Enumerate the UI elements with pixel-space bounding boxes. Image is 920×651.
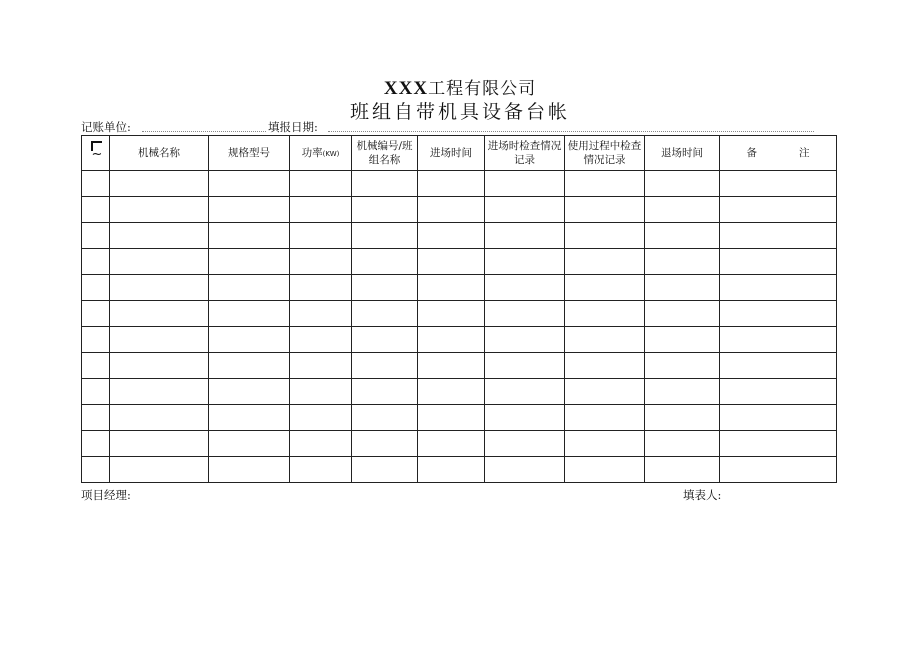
header-power-unit: (KW)	[322, 149, 340, 158]
table-cell[interactable]	[82, 431, 110, 457]
table-cell[interactable]	[418, 379, 485, 405]
table-cell[interactable]	[290, 301, 352, 327]
header-remark-part2: 注	[799, 147, 810, 159]
table-cell[interactable]	[565, 405, 645, 431]
table-cell[interactable]	[418, 197, 485, 223]
table-cell[interactable]	[209, 353, 290, 379]
table-cell[interactable]	[645, 379, 720, 405]
corner-mark-icon	[89, 141, 103, 161]
table-cell[interactable]	[209, 275, 290, 301]
table-cell[interactable]	[209, 327, 290, 353]
table-cell[interactable]	[352, 353, 418, 379]
table-row	[82, 275, 837, 301]
header-use-check	[565, 136, 645, 171]
header-entry-time: 进场时间	[418, 136, 485, 171]
table-row	[82, 171, 837, 197]
table-cell[interactable]	[645, 431, 720, 457]
table-cell[interactable]	[565, 327, 645, 353]
date-label: 填报日期:	[268, 120, 318, 134]
date-field-line[interactable]	[328, 131, 814, 132]
table-cell[interactable]	[565, 223, 645, 249]
header-machine-number-line1: 机械编号/班	[356, 140, 413, 152]
table-row	[82, 223, 837, 249]
table-cell[interactable]	[565, 431, 645, 457]
header-index	[82, 136, 110, 171]
table-cell[interactable]	[352, 431, 418, 457]
header-entry-check	[485, 136, 565, 171]
table-cell[interactable]	[418, 431, 485, 457]
table-cell[interactable]	[645, 275, 720, 301]
table-cell[interactable]	[645, 405, 720, 431]
table-cell[interactable]	[110, 223, 209, 249]
table-cell[interactable]	[110, 379, 209, 405]
table-cell[interactable]	[565, 171, 645, 197]
filler-label: 填表人:	[683, 488, 722, 502]
table-cell[interactable]	[110, 405, 209, 431]
table-cell[interactable]	[209, 457, 290, 483]
table-cell[interactable]	[418, 249, 485, 275]
table-cell[interactable]	[352, 197, 418, 223]
table-cell[interactable]	[485, 431, 565, 457]
table-cell[interactable]	[645, 171, 720, 197]
header-machine-number	[352, 136, 418, 171]
table-cell[interactable]	[720, 431, 837, 457]
header-exit-time: 退场时间	[645, 136, 720, 171]
table-row	[82, 327, 837, 353]
table-cell[interactable]	[209, 223, 290, 249]
table-cell[interactable]	[82, 275, 110, 301]
header-power	[290, 136, 352, 171]
table-cell[interactable]	[418, 301, 485, 327]
table-cell[interactable]	[290, 249, 352, 275]
table-cell[interactable]	[290, 353, 352, 379]
table-cell[interactable]	[209, 171, 290, 197]
table-cell[interactable]	[290, 171, 352, 197]
table-cell[interactable]	[645, 249, 720, 275]
table-cell[interactable]	[352, 379, 418, 405]
equipment-ledger-table	[81, 135, 837, 483]
table-cell[interactable]	[418, 327, 485, 353]
table-cell[interactable]	[485, 379, 565, 405]
table-row	[82, 457, 837, 483]
table-cell[interactable]	[645, 327, 720, 353]
table-cell[interactable]	[720, 249, 837, 275]
table-cell[interactable]	[82, 353, 110, 379]
table-cell[interactable]	[290, 197, 352, 223]
header-remark-part1: 备	[746, 147, 757, 159]
table-cell[interactable]	[720, 301, 837, 327]
table-cell[interactable]	[485, 249, 565, 275]
table-cell[interactable]	[565, 249, 645, 275]
table-cell[interactable]	[352, 457, 418, 483]
table-cell[interactable]	[720, 327, 837, 353]
table-cell[interactable]	[485, 457, 565, 483]
table-cell[interactable]	[290, 379, 352, 405]
header-use-check-line1: 使用过程中检查	[567, 140, 642, 152]
table-cell[interactable]	[290, 457, 352, 483]
table-cell[interactable]	[418, 405, 485, 431]
table-cell[interactable]	[110, 275, 209, 301]
table-cell[interactable]	[720, 197, 837, 223]
table-cell[interactable]	[720, 353, 837, 379]
table-cell[interactable]	[110, 249, 209, 275]
table-cell[interactable]	[352, 405, 418, 431]
table-cell[interactable]	[565, 301, 645, 327]
table-cell[interactable]	[82, 457, 110, 483]
table-cell[interactable]	[82, 223, 110, 249]
table-cell[interactable]	[485, 197, 565, 223]
table-cell[interactable]	[645, 197, 720, 223]
document-title-main: 班组自带机具设备台帐	[349, 101, 570, 123]
unit-field-line[interactable]	[142, 131, 266, 132]
corner-glyph: ~	[91, 147, 103, 162]
table-cell[interactable]	[82, 249, 110, 275]
table-cell[interactable]	[82, 171, 110, 197]
header-use-check-line2: 情况记录	[583, 154, 626, 166]
header-entry-check-line1: 进场时检查情况	[487, 140, 562, 152]
table-cell[interactable]	[645, 301, 720, 327]
unit-label: 记账单位:	[81, 120, 131, 134]
company-prefix: XXX	[383, 78, 429, 99]
header-spec-model: 规格型号	[209, 136, 290, 171]
table-cell[interactable]	[290, 431, 352, 457]
table-header-row	[82, 136, 837, 171]
table-cell[interactable]	[352, 223, 418, 249]
company-name: 工程有限公司	[428, 79, 537, 99]
table-cell[interactable]	[720, 275, 837, 301]
table-cell[interactable]	[720, 223, 837, 249]
table-cell[interactable]	[110, 327, 209, 353]
table-cell[interactable]	[110, 171, 209, 197]
table-row	[82, 197, 837, 223]
table-cell[interactable]	[110, 301, 209, 327]
table-cell[interactable]	[720, 171, 837, 197]
table-cell[interactable]	[290, 223, 352, 249]
table-cell[interactable]	[82, 379, 110, 405]
table-cell[interactable]	[485, 171, 565, 197]
table-cell[interactable]	[418, 353, 485, 379]
table-cell[interactable]	[209, 379, 290, 405]
table-cell[interactable]	[110, 197, 209, 223]
table-cell[interactable]	[352, 301, 418, 327]
table-cell[interactable]	[485, 275, 565, 301]
table-cell[interactable]	[110, 457, 209, 483]
table-row	[82, 379, 837, 405]
table-body	[82, 171, 837, 483]
table-cell[interactable]	[110, 353, 209, 379]
table-cell[interactable]	[645, 223, 720, 249]
table-cell[interactable]	[352, 327, 418, 353]
table-row	[82, 431, 837, 457]
table-cell[interactable]	[110, 431, 209, 457]
table-cell[interactable]	[485, 405, 565, 431]
table-row	[82, 301, 837, 327]
header-entry-check-line2: 记录	[514, 154, 535, 166]
table-cell[interactable]	[720, 379, 837, 405]
table-cell[interactable]	[352, 171, 418, 197]
table-cell[interactable]	[645, 353, 720, 379]
table-cell[interactable]	[209, 431, 290, 457]
table-row	[82, 405, 837, 431]
table-cell[interactable]	[290, 327, 352, 353]
table-cell[interactable]	[418, 275, 485, 301]
header-power-label: 功率	[301, 146, 323, 159]
table-cell[interactable]	[645, 457, 720, 483]
table-cell[interactable]	[565, 457, 645, 483]
header-machine-name: 机械名称	[110, 136, 209, 171]
table-cell[interactable]	[485, 327, 565, 353]
table-cell[interactable]	[82, 197, 110, 223]
table-cell[interactable]	[485, 223, 565, 249]
table-cell[interactable]	[418, 223, 485, 249]
table-cell[interactable]	[352, 275, 418, 301]
table-cell[interactable]	[565, 197, 645, 223]
header-remark	[720, 136, 837, 171]
table-cell[interactable]	[565, 275, 645, 301]
table-cell[interactable]	[209, 405, 290, 431]
table-cell[interactable]	[290, 405, 352, 431]
table-cell[interactable]	[82, 405, 110, 431]
table-cell[interactable]	[209, 301, 290, 327]
table-cell[interactable]	[418, 171, 485, 197]
table-cell[interactable]	[720, 405, 837, 431]
table-cell[interactable]	[82, 327, 110, 353]
table-cell[interactable]	[565, 379, 645, 405]
table-cell[interactable]	[352, 249, 418, 275]
table-cell[interactable]	[485, 301, 565, 327]
manager-label: 项目经理:	[81, 488, 131, 502]
table-row	[82, 353, 837, 379]
table-cell[interactable]	[290, 275, 352, 301]
table-cell[interactable]	[209, 197, 290, 223]
header-machine-number-line2: 组名称	[368, 154, 401, 166]
table-cell[interactable]	[82, 301, 110, 327]
table-cell[interactable]	[485, 353, 565, 379]
table-cell[interactable]	[418, 457, 485, 483]
table-row	[82, 249, 837, 275]
table-cell[interactable]	[565, 353, 645, 379]
table-cell[interactable]	[720, 457, 837, 483]
table-cell[interactable]	[209, 249, 290, 275]
